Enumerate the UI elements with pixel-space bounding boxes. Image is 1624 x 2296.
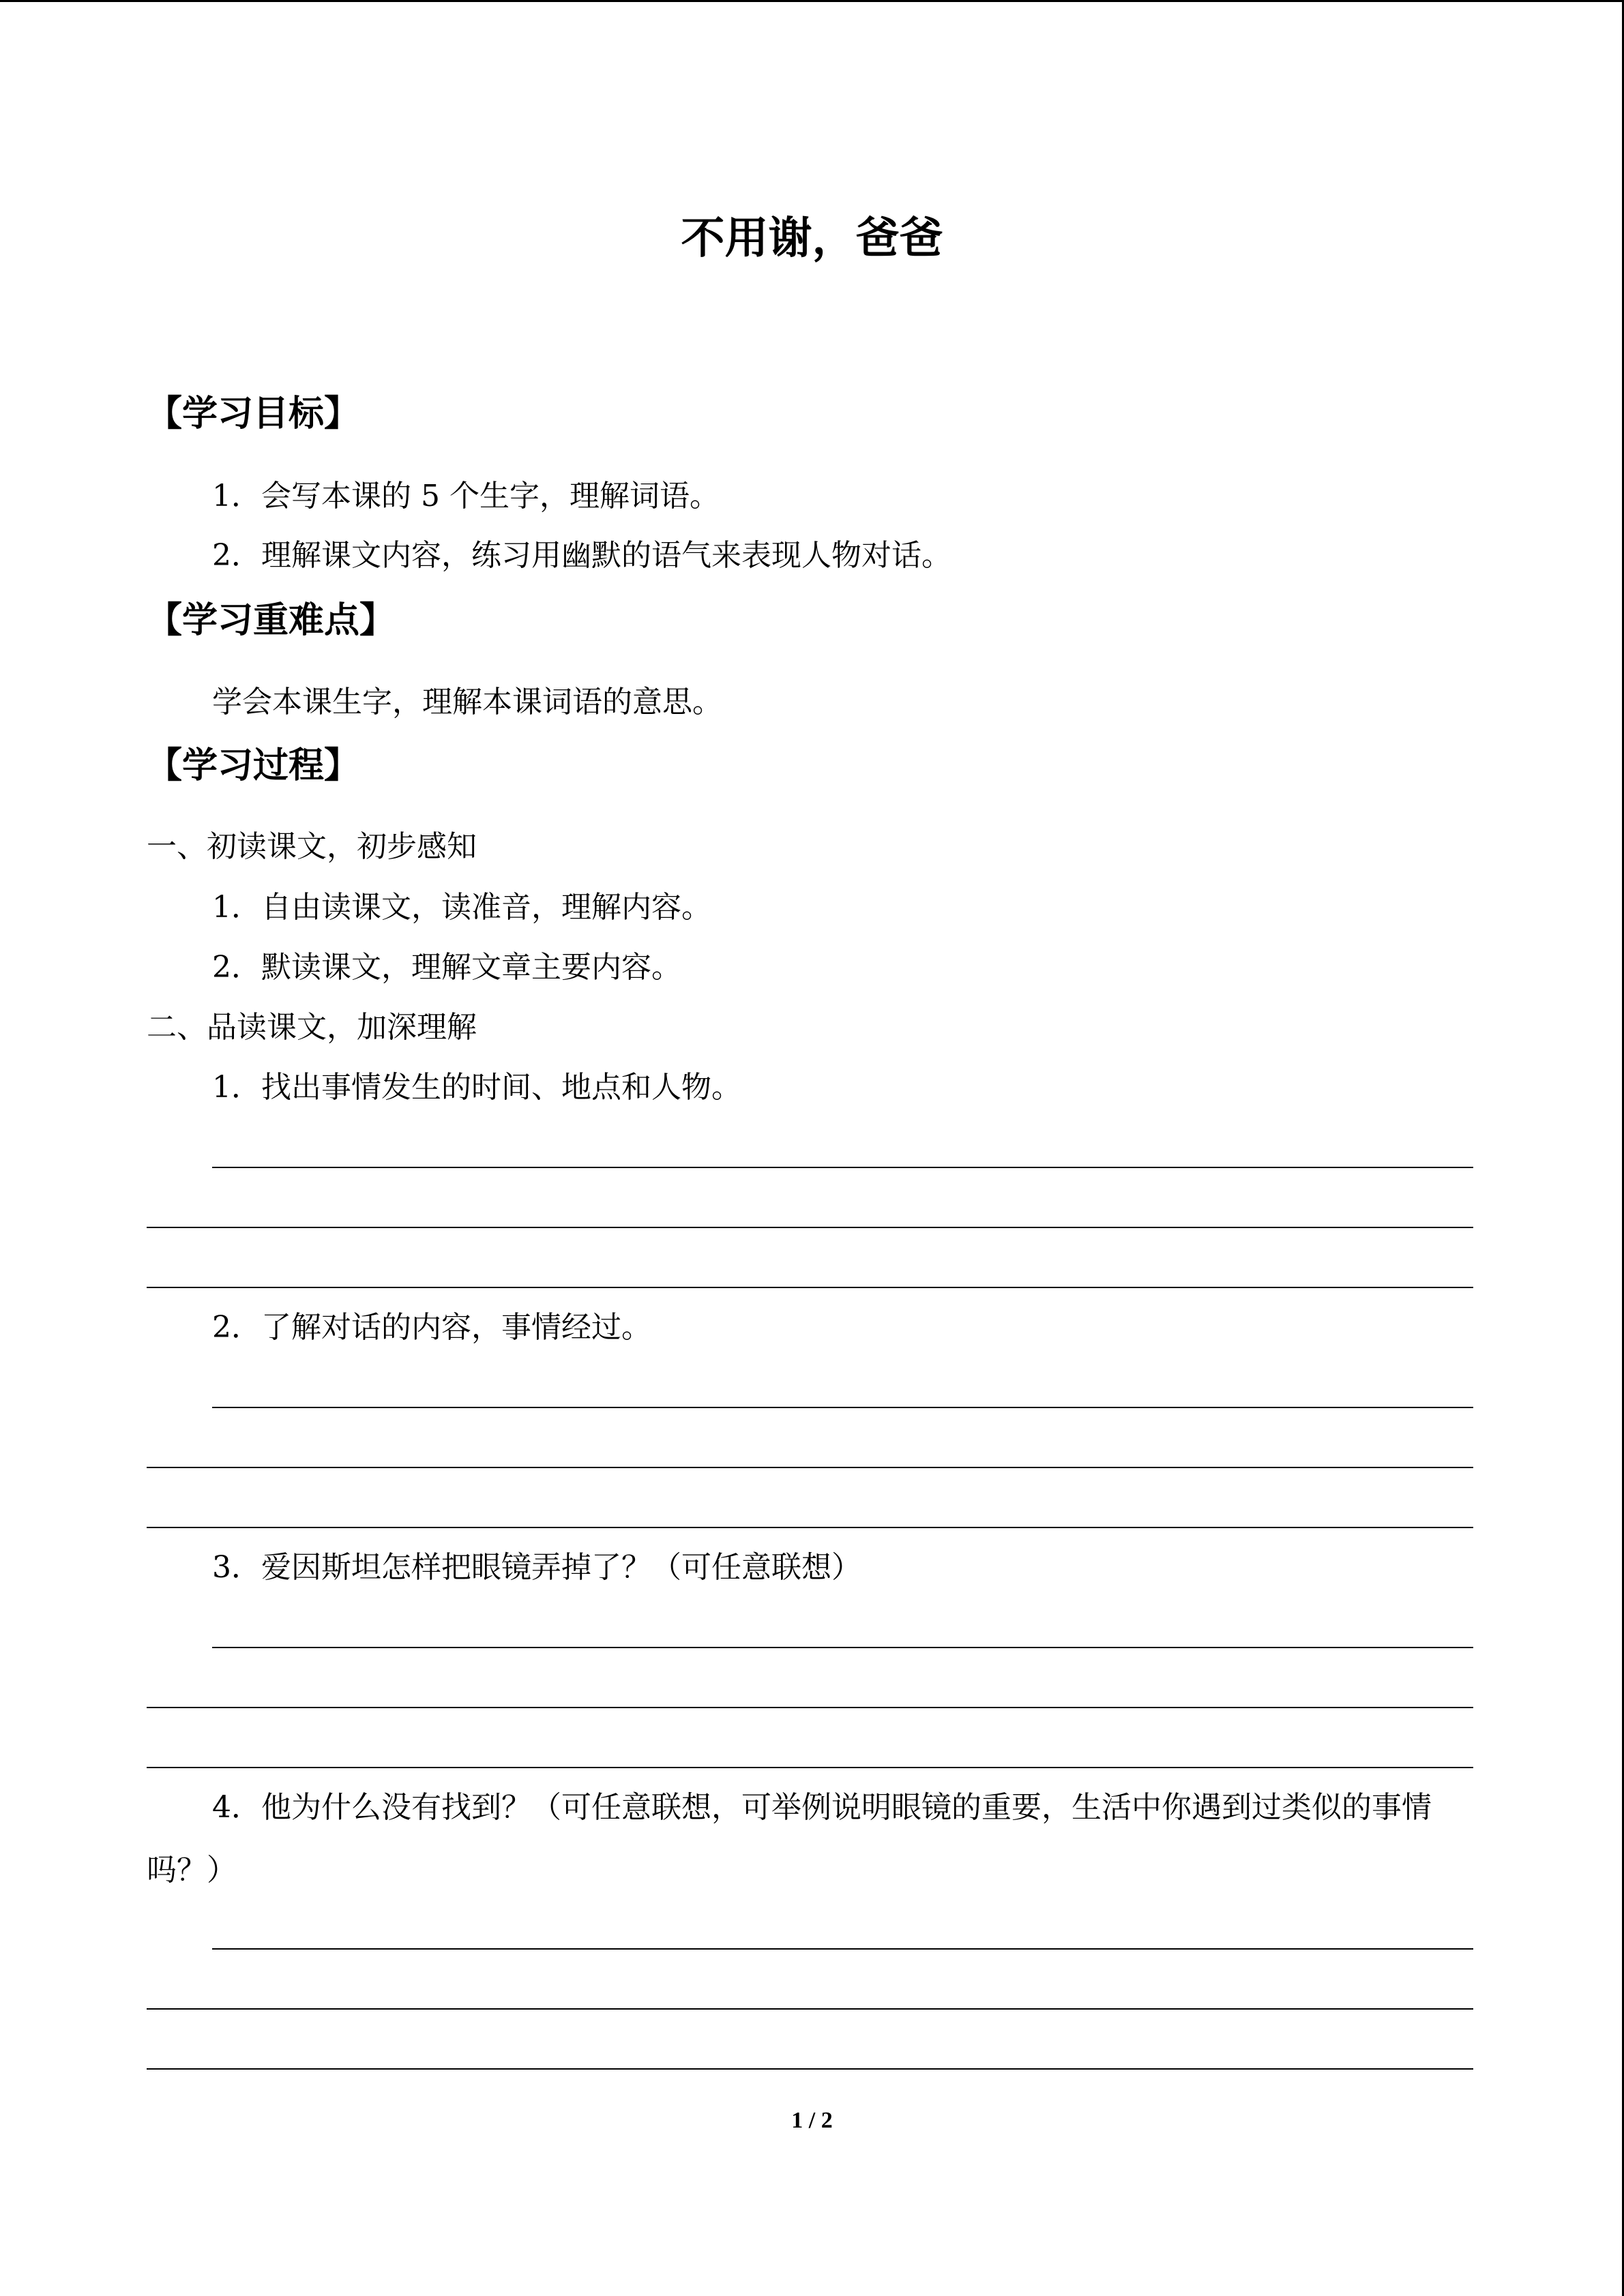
key-points-text: 学会本课生字，理解本课词语的意思。: [212, 685, 722, 719]
answer-line[interactable]: [147, 1467, 1473, 1468]
page-top-border: [0, 0, 1624, 2]
question-4: 4．他为什么没有找到？（可任意联想，可举例说明眼镜的重要，生活中你遇到过类似的事情吗？）: [147, 1790, 1432, 1888]
process-part-1-title: 一、初读课文，初步感知: [147, 829, 477, 864]
answer-line[interactable]: [147, 2068, 1473, 2070]
process-part-1-item-2: 2．默读课文，理解文章主要内容。: [212, 950, 681, 985]
question-3: 3．爱因斯坦怎样把眼镜弄掉了？（可任意联想）: [212, 1550, 861, 1585]
answer-line[interactable]: [212, 1407, 1473, 1408]
answer-line[interactable]: [212, 1167, 1473, 1168]
question-1: 1．找出事情发生的时间、地点和人物。: [212, 1070, 741, 1105]
goal-item-1: 1．会写本课的 5 个生字，理解词语。: [212, 479, 720, 513]
question-2: 2．了解对话的内容，事情经过。: [212, 1310, 651, 1345]
answer-line[interactable]: [147, 1707, 1473, 1708]
process-part-1-item-1: 1．自由读课文，读准音，理解内容。: [212, 890, 711, 925]
answer-line[interactable]: [212, 1948, 1473, 1950]
section-heading-key-points: 【学习重难点】: [147, 600, 396, 641]
answer-line[interactable]: [147, 1287, 1473, 1288]
answer-line[interactable]: [147, 2008, 1473, 2010]
answer-line[interactable]: [212, 1647, 1473, 1648]
page-number: 1 / 2: [791, 2108, 833, 2133]
process-part-2-title: 二、品读课文，加深理解: [147, 1010, 477, 1045]
answer-line[interactable]: [147, 1767, 1473, 1768]
answer-line[interactable]: [147, 1527, 1473, 1528]
section-heading-goals: 【学习目标】: [147, 393, 360, 434]
goal-item-2: 2．理解课文内容，练习用幽默的语气来表现人物对话。: [212, 538, 951, 573]
answer-line[interactable]: [147, 1227, 1473, 1228]
document-title: 不用谢，爸爸: [681, 213, 943, 264]
section-heading-process: 【学习过程】: [147, 745, 360, 786]
